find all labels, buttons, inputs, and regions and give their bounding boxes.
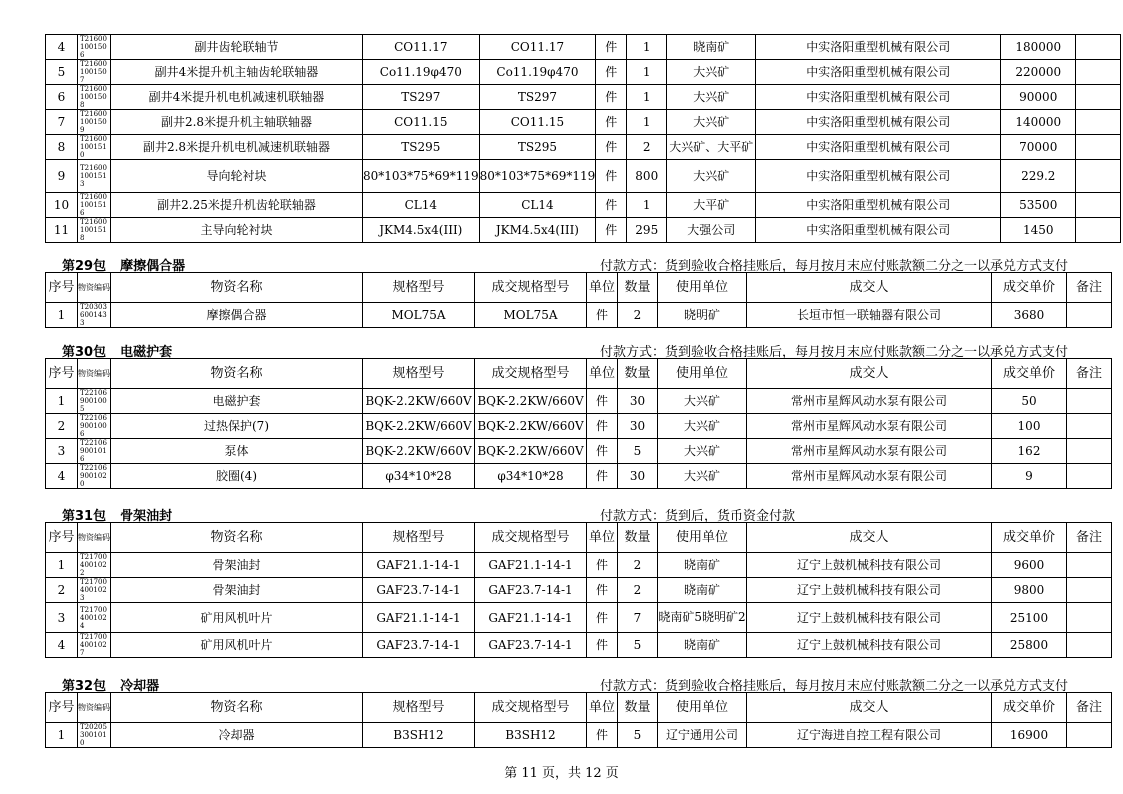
cell-supplier: 常州市星辉风动水泵有限公司 bbox=[747, 414, 992, 439]
cell-price: 229.2 bbox=[1001, 160, 1076, 193]
cell-price: 220000 bbox=[1001, 60, 1076, 85]
header-deal-spec: 成交规格型号 bbox=[475, 273, 587, 303]
cell-user: 大兴矿 bbox=[667, 160, 756, 193]
cell-user: 辽宁通用公司 bbox=[658, 723, 747, 748]
package-name: 骨架油封 bbox=[120, 509, 173, 524]
cell-price: 70000 bbox=[1001, 135, 1076, 160]
table-row bbox=[46, 160, 1121, 193]
cell-code: T216001001510 bbox=[78, 135, 111, 160]
header-row bbox=[46, 693, 1112, 723]
cell-code: T217004001023 bbox=[78, 578, 111, 603]
cell-unit: 件 bbox=[587, 633, 618, 658]
header-seq: 序号 bbox=[46, 693, 78, 723]
cell-supplier: 中实洛阳重型机械有限公司 bbox=[756, 60, 1001, 85]
cell-supplier: 常州市星辉风动水泵有限公司 bbox=[747, 439, 992, 464]
cell-deal-spec: CO11.15 bbox=[479, 110, 596, 135]
cell-code: T216001001509 bbox=[78, 110, 111, 135]
cell-price: 90000 bbox=[1001, 85, 1076, 110]
cell-unit: 件 bbox=[596, 160, 627, 193]
cell-code: T216001001507 bbox=[78, 60, 111, 85]
cell-code: T217004001024 bbox=[78, 603, 111, 633]
cell-note bbox=[1067, 723, 1112, 748]
cell-user: 大兴矿 bbox=[667, 60, 756, 85]
table-row bbox=[46, 553, 1112, 578]
cell-name: 摩擦偶合器 bbox=[111, 303, 363, 328]
cell-note bbox=[1076, 135, 1121, 160]
cell-code: T217004001027 bbox=[78, 633, 111, 658]
cell-qty: 2 bbox=[618, 578, 658, 603]
header-row bbox=[46, 523, 1112, 553]
cell-code: T217004001022 bbox=[78, 553, 111, 578]
cell-user: 大平矿 bbox=[667, 193, 756, 218]
header-note: 备注 bbox=[1067, 273, 1112, 303]
cell-supplier: 辽宁上鼓机械科技有限公司 bbox=[747, 553, 992, 578]
header-unit: 单位 bbox=[587, 359, 618, 389]
cell-qty: 30 bbox=[618, 414, 658, 439]
cell-seq: 5 bbox=[46, 60, 78, 85]
page-footer: 第 11 页，共 12 页 bbox=[504, 766, 619, 781]
cell-supplier: 常州市星辉风动水泵有限公司 bbox=[747, 464, 992, 489]
cell-qty: 5 bbox=[618, 439, 658, 464]
cell-price: 25800 bbox=[992, 633, 1067, 658]
header-code: 物资编码 bbox=[78, 273, 111, 303]
cell-price: 9600 bbox=[992, 553, 1067, 578]
cell-unit: 件 bbox=[587, 414, 618, 439]
header-name: 物资名称 bbox=[111, 523, 363, 553]
cell-price: 100 bbox=[992, 414, 1067, 439]
header-code: 物资编码 bbox=[78, 523, 111, 553]
cell-qty: 7 bbox=[618, 603, 658, 633]
cell-supplier: 长垣市恒一联轴器有限公司 bbox=[747, 303, 992, 328]
cell-supplier: 中实洛阳重型机械有限公司 bbox=[756, 193, 1001, 218]
cell-supplier: 中实洛阳重型机械有限公司 bbox=[756, 160, 1001, 193]
header-price: 成交单价 bbox=[992, 359, 1067, 389]
cell-name: 骨架油封 bbox=[111, 553, 363, 578]
cell-code: T221069001016 bbox=[78, 439, 111, 464]
cell-note bbox=[1076, 60, 1121, 85]
cell-user: 晓明矿 bbox=[658, 303, 747, 328]
header-row bbox=[46, 273, 1112, 303]
cell-spec: TS295 bbox=[363, 135, 480, 160]
header-price: 成交单价 bbox=[992, 523, 1067, 553]
cell-note bbox=[1067, 578, 1112, 603]
table-row bbox=[46, 85, 1121, 110]
table-row bbox=[46, 389, 1112, 414]
cell-spec: CO11.15 bbox=[363, 110, 480, 135]
header-note: 备注 bbox=[1067, 693, 1112, 723]
cell-unit: 件 bbox=[587, 723, 618, 748]
cell-name: 电磁护套 bbox=[111, 389, 363, 414]
cell-name: 副井2.8米提升机主轴联轴器 bbox=[111, 110, 363, 135]
header-row bbox=[46, 359, 1112, 389]
cell-deal-spec: JKM4.5x4(III) bbox=[479, 218, 596, 243]
header-seq: 序号 bbox=[46, 523, 78, 553]
cell-seq: 10 bbox=[46, 193, 78, 218]
header-user: 使用单位 bbox=[658, 359, 747, 389]
cell-supplier: 辽宁上鼓机械科技有限公司 bbox=[747, 633, 992, 658]
cell-user: 大兴矿、大平矿 bbox=[667, 135, 756, 160]
cell-note bbox=[1076, 85, 1121, 110]
cell-spec: BQK-2.2KW/660V bbox=[363, 389, 475, 414]
cell-name: 主导向轮衬块 bbox=[111, 218, 363, 243]
cell-code: T216001001513 bbox=[78, 160, 111, 193]
cell-seq: 11 bbox=[46, 218, 78, 243]
cell-supplier: 中实洛阳重型机械有限公司 bbox=[756, 35, 1001, 60]
table-row bbox=[46, 218, 1121, 243]
cell-qty: 1 bbox=[627, 110, 667, 135]
header-user: 使用单位 bbox=[658, 273, 747, 303]
package-number: 第29包 bbox=[62, 259, 107, 274]
cell-seq: 9 bbox=[46, 160, 78, 193]
cell-deal-spec: φ34*10*28 bbox=[475, 464, 587, 489]
cell-user: 大兴矿 bbox=[658, 414, 747, 439]
header-spec: 规格型号 bbox=[363, 693, 475, 723]
table-row bbox=[46, 110, 1121, 135]
cell-supplier: 辽宁海进自控工程有限公司 bbox=[747, 723, 992, 748]
cell-seq: 1 bbox=[46, 553, 78, 578]
cell-note bbox=[1067, 414, 1112, 439]
header-spec: 规格型号 bbox=[363, 359, 475, 389]
cell-spec: 80*103*75*69*119 bbox=[363, 160, 480, 193]
cell-name: 副井2.8米提升机电机减速机联轴器 bbox=[111, 135, 363, 160]
cell-note bbox=[1067, 389, 1112, 414]
cell-price: 3680 bbox=[992, 303, 1067, 328]
cell-supplier: 中实洛阳重型机械有限公司 bbox=[756, 85, 1001, 110]
package-number: 第32包 bbox=[62, 679, 107, 694]
cell-note bbox=[1076, 110, 1121, 135]
cell-spec: GAF23.7-14-1 bbox=[363, 633, 475, 658]
cell-seq: 1 bbox=[46, 389, 78, 414]
table-row bbox=[46, 303, 1112, 328]
table-row bbox=[46, 723, 1112, 748]
cell-spec: GAF21.1-14-1 bbox=[363, 553, 475, 578]
cell-spec: Co11.19φ470 bbox=[363, 60, 480, 85]
cell-qty: 30 bbox=[618, 389, 658, 414]
cell-price: 50 bbox=[992, 389, 1067, 414]
cell-unit: 件 bbox=[596, 218, 627, 243]
package-number: 第30包 bbox=[62, 345, 107, 360]
cell-price: 16900 bbox=[992, 723, 1067, 748]
cell-deal-spec: GAF21.1-14-1 bbox=[475, 603, 587, 633]
cell-unit: 件 bbox=[596, 60, 627, 85]
cell-seq: 8 bbox=[46, 135, 78, 160]
cell-name: 矿用风机叶片 bbox=[111, 603, 363, 633]
cell-note bbox=[1076, 160, 1121, 193]
header-spec: 规格型号 bbox=[363, 273, 475, 303]
package-table bbox=[45, 272, 1112, 328]
cell-price: 1450 bbox=[1001, 218, 1076, 243]
cell-qty: 2 bbox=[627, 135, 667, 160]
package-name: 电磁护套 bbox=[120, 345, 173, 360]
cell-spec: MOL75A bbox=[363, 303, 475, 328]
cell-deal-spec: Co11.19φ470 bbox=[479, 60, 596, 85]
cell-deal-spec: 80*103*75*69*119 bbox=[479, 160, 596, 193]
table-row bbox=[46, 135, 1121, 160]
cell-note bbox=[1076, 193, 1121, 218]
cell-name: 矿用风机叶片 bbox=[111, 633, 363, 658]
header-code: 物资编码 bbox=[78, 693, 111, 723]
cell-name: 导向轮衬块 bbox=[111, 160, 363, 193]
table-row bbox=[46, 414, 1112, 439]
cell-user: 大强公司 bbox=[667, 218, 756, 243]
continued-table bbox=[45, 34, 1121, 243]
cell-deal-spec: TS297 bbox=[479, 85, 596, 110]
cell-spec: BQK-2.2KW/660V bbox=[363, 414, 475, 439]
cell-unit: 件 bbox=[587, 303, 618, 328]
header-deal-spec: 成交规格型号 bbox=[475, 359, 587, 389]
cell-qty: 5 bbox=[618, 723, 658, 748]
cell-price: 140000 bbox=[1001, 110, 1076, 135]
cell-seq: 4 bbox=[46, 464, 78, 489]
header-price: 成交单价 bbox=[992, 273, 1067, 303]
cell-unit: 件 bbox=[587, 603, 618, 633]
cell-user: 大兴矿 bbox=[658, 389, 747, 414]
header-code: 物资编码 bbox=[78, 359, 111, 389]
header-price: 成交单价 bbox=[992, 693, 1067, 723]
cell-price: 180000 bbox=[1001, 35, 1076, 60]
cell-deal-spec: GAF21.1-14-1 bbox=[475, 553, 587, 578]
header-user: 使用单位 bbox=[658, 693, 747, 723]
cell-user: 晓南矿 bbox=[658, 553, 747, 578]
cell-seq: 7 bbox=[46, 110, 78, 135]
cell-name: 泵体 bbox=[111, 439, 363, 464]
cell-code: T221069001005 bbox=[78, 389, 111, 414]
cell-code: T202053001010 bbox=[78, 723, 111, 748]
payment-terms: 付款方式：货到后，货币资金付款 bbox=[600, 509, 796, 524]
header-name: 物资名称 bbox=[111, 273, 363, 303]
cell-price: 25100 bbox=[992, 603, 1067, 633]
table-row bbox=[46, 633, 1112, 658]
cell-seq: 2 bbox=[46, 578, 78, 603]
cell-deal-spec: TS295 bbox=[479, 135, 596, 160]
cell-unit: 件 bbox=[596, 85, 627, 110]
cell-name: 副井2.25米提升机齿轮联轴器 bbox=[111, 193, 363, 218]
cell-unit: 件 bbox=[596, 135, 627, 160]
cell-code: T216001001508 bbox=[78, 85, 111, 110]
cell-unit: 件 bbox=[587, 439, 618, 464]
cell-deal-spec: MOL75A bbox=[475, 303, 587, 328]
header-unit: 单位 bbox=[587, 523, 618, 553]
cell-price: 162 bbox=[992, 439, 1067, 464]
cell-seq: 3 bbox=[46, 439, 78, 464]
cell-unit: 件 bbox=[587, 578, 618, 603]
cell-name: 副井齿轮联轴节 bbox=[111, 35, 363, 60]
header-deal-spec: 成交规格型号 bbox=[475, 523, 587, 553]
cell-seq: 2 bbox=[46, 414, 78, 439]
header-qty: 数量 bbox=[618, 693, 658, 723]
cell-seq: 4 bbox=[46, 35, 78, 60]
table-row bbox=[46, 464, 1112, 489]
cell-deal-spec: BQK-2.2KW/660V bbox=[475, 414, 587, 439]
cell-code: T203036001433 bbox=[78, 303, 111, 328]
header-unit: 单位 bbox=[587, 273, 618, 303]
cell-price: 9800 bbox=[992, 578, 1067, 603]
header-supplier: 成交人 bbox=[747, 693, 992, 723]
payment-terms: 付款方式：货到验收合格挂账后，每月按月末应付账款额二分之一以承兑方式支付 bbox=[600, 679, 1069, 694]
package-name: 冷却器 bbox=[120, 679, 160, 694]
cell-seq: 1 bbox=[46, 303, 78, 328]
cell-user: 晓南矿 bbox=[658, 578, 747, 603]
header-supplier: 成交人 bbox=[747, 273, 992, 303]
header-qty: 数量 bbox=[618, 273, 658, 303]
cell-name: 副井4米提升机电机减速机联轴器 bbox=[111, 85, 363, 110]
package-table bbox=[45, 692, 1112, 748]
cell-spec: BQK-2.2KW/660V bbox=[363, 439, 475, 464]
cell-note bbox=[1076, 35, 1121, 60]
cell-code: T216001001516 bbox=[78, 193, 111, 218]
cell-note bbox=[1076, 218, 1121, 243]
cell-unit: 件 bbox=[596, 193, 627, 218]
cell-spec: JKM4.5x4(III) bbox=[363, 218, 480, 243]
header-supplier: 成交人 bbox=[747, 523, 992, 553]
header-seq: 序号 bbox=[46, 273, 78, 303]
cell-deal-spec: BQK-2.2KW/660V bbox=[475, 389, 587, 414]
cell-qty: 2 bbox=[618, 553, 658, 578]
cell-user: 大兴矿 bbox=[667, 85, 756, 110]
cell-user: 大兴矿 bbox=[667, 110, 756, 135]
cell-user: 晓南矿5晓明矿2 bbox=[658, 603, 747, 633]
cell-deal-spec: GAF23.7-14-1 bbox=[475, 578, 587, 603]
cell-deal-spec: CL14 bbox=[479, 193, 596, 218]
cell-seq: 1 bbox=[46, 723, 78, 748]
cell-code: T216001001518 bbox=[78, 218, 111, 243]
cell-deal-spec: BQK-2.2KW/660V bbox=[475, 439, 587, 464]
package-name: 摩擦偶合器 bbox=[120, 259, 186, 274]
cell-name: 冷却器 bbox=[111, 723, 363, 748]
cell-spec: CL14 bbox=[363, 193, 480, 218]
cell-user: 大兴矿 bbox=[658, 439, 747, 464]
header-deal-spec: 成交规格型号 bbox=[475, 693, 587, 723]
cell-name: 副井4米提升机主轴齿轮联轴器 bbox=[111, 60, 363, 85]
header-supplier: 成交人 bbox=[747, 359, 992, 389]
cell-note bbox=[1067, 439, 1112, 464]
cell-price: 9 bbox=[992, 464, 1067, 489]
cell-qty: 30 bbox=[618, 464, 658, 489]
cell-name: 胶圈(4) bbox=[111, 464, 363, 489]
header-qty: 数量 bbox=[618, 523, 658, 553]
cell-deal-spec: GAF23.7-14-1 bbox=[475, 633, 587, 658]
cell-supplier: 辽宁上鼓机械科技有限公司 bbox=[747, 578, 992, 603]
cell-qty: 2 bbox=[618, 303, 658, 328]
cell-qty: 1 bbox=[627, 85, 667, 110]
package-number: 第31包 bbox=[62, 509, 107, 524]
header-name: 物资名称 bbox=[111, 359, 363, 389]
cell-seq: 3 bbox=[46, 603, 78, 633]
cell-name: 过热保护(7) bbox=[111, 414, 363, 439]
cell-qty: 5 bbox=[618, 633, 658, 658]
cell-supplier: 中实洛阳重型机械有限公司 bbox=[756, 110, 1001, 135]
table-row bbox=[46, 193, 1121, 218]
cell-supplier: 常州市星辉风动水泵有限公司 bbox=[747, 389, 992, 414]
package-table bbox=[45, 522, 1112, 658]
cell-supplier: 中实洛阳重型机械有限公司 bbox=[756, 218, 1001, 243]
cell-price: 53500 bbox=[1001, 193, 1076, 218]
cell-spec: φ34*10*28 bbox=[363, 464, 475, 489]
cell-user: 晓南矿 bbox=[658, 633, 747, 658]
cell-note bbox=[1067, 633, 1112, 658]
cell-user: 晓南矿 bbox=[667, 35, 756, 60]
cell-deal-spec: B3SH12 bbox=[475, 723, 587, 748]
cell-code: T221069001006 bbox=[78, 414, 111, 439]
payment-terms: 付款方式：货到验收合格挂账后，每月按月末应付账款额二分之一以承兑方式支付 bbox=[600, 345, 1069, 360]
cell-note bbox=[1067, 303, 1112, 328]
cell-qty: 1 bbox=[627, 193, 667, 218]
header-note: 备注 bbox=[1067, 523, 1112, 553]
cell-name: 骨架油封 bbox=[111, 578, 363, 603]
cell-spec: GAF23.7-14-1 bbox=[363, 578, 475, 603]
cell-spec: CO11.17 bbox=[363, 35, 480, 60]
payment-terms: 付款方式：货到验收合格挂账后，每月按月末应付账款额二分之一以承兑方式支付 bbox=[600, 259, 1069, 274]
cell-qty: 800 bbox=[627, 160, 667, 193]
cell-note bbox=[1067, 464, 1112, 489]
cell-deal-spec: CO11.17 bbox=[479, 35, 596, 60]
cell-seq: 6 bbox=[46, 85, 78, 110]
cell-user: 大兴矿 bbox=[658, 464, 747, 489]
cell-supplier: 中实洛阳重型机械有限公司 bbox=[756, 135, 1001, 160]
cell-unit: 件 bbox=[587, 553, 618, 578]
cell-qty: 295 bbox=[627, 218, 667, 243]
cell-note bbox=[1067, 553, 1112, 578]
header-note: 备注 bbox=[1067, 359, 1112, 389]
cell-unit: 件 bbox=[596, 110, 627, 135]
cell-seq: 4 bbox=[46, 633, 78, 658]
cell-note bbox=[1067, 603, 1112, 633]
cell-code: T221069001020 bbox=[78, 464, 111, 489]
header-seq: 序号 bbox=[46, 359, 78, 389]
package-table bbox=[45, 358, 1112, 489]
cell-unit: 件 bbox=[587, 464, 618, 489]
table-row bbox=[46, 60, 1121, 85]
header-unit: 单位 bbox=[587, 693, 618, 723]
cell-code: T216001001506 bbox=[78, 35, 111, 60]
cell-spec: B3SH12 bbox=[363, 723, 475, 748]
table-row bbox=[46, 439, 1112, 464]
header-qty: 数量 bbox=[618, 359, 658, 389]
cell-qty: 1 bbox=[627, 35, 667, 60]
cell-qty: 1 bbox=[627, 60, 667, 85]
cell-spec: GAF21.1-14-1 bbox=[363, 603, 475, 633]
cell-unit: 件 bbox=[596, 35, 627, 60]
header-user: 使用单位 bbox=[658, 523, 747, 553]
header-name: 物资名称 bbox=[111, 693, 363, 723]
cell-spec: TS297 bbox=[363, 85, 480, 110]
table-row bbox=[46, 35, 1121, 60]
table-row bbox=[46, 578, 1112, 603]
header-spec: 规格型号 bbox=[363, 523, 475, 553]
cell-unit: 件 bbox=[587, 389, 618, 414]
cell-supplier: 辽宁上鼓机械科技有限公司 bbox=[747, 603, 992, 633]
table-row bbox=[46, 603, 1112, 633]
